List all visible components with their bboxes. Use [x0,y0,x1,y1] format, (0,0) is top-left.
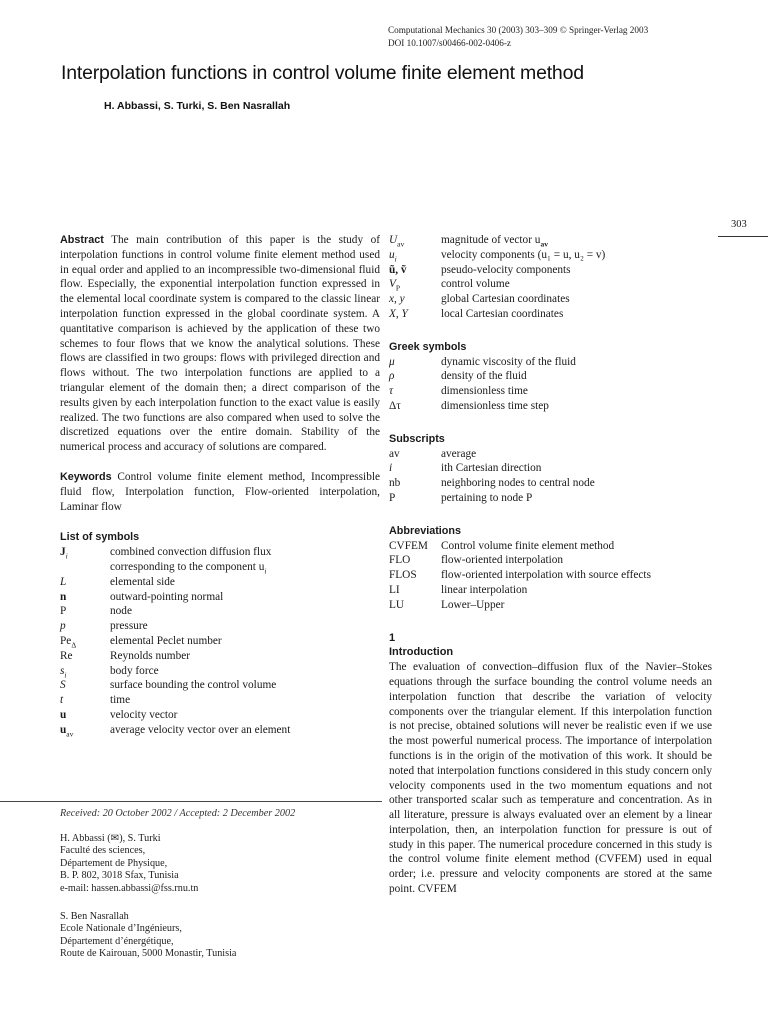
email-address: e-mail: hassen.abbassi@fss.rnu.tn [60,882,199,894]
symbol-desc: ith Cartesian direction [441,462,542,475]
symbol-term: x, y [389,293,405,306]
symbol-term: ρ [389,370,395,383]
footnote-rule [0,801,382,802]
author-address-2 [60,911,236,961]
subscripts-heading: Subscripts [389,432,445,445]
symbol-desc: time [110,694,131,707]
symbol-term: P [389,491,396,504]
abbrev-term: CVFEM [389,539,428,552]
symbol-desc: dimensionless time [441,385,528,398]
abbrev-desc: linear interpolation [441,583,528,596]
symbol-desc: combined convection diffusion flux [110,546,272,559]
symbol-term: L [60,575,67,588]
right-column [389,233,712,897]
symbol-term: $u_{av}$ [60,723,74,738]
section-heading: Introduction [389,646,454,659]
symbol-desc: elemental Peclet number [110,634,222,647]
symbol-term: i [389,462,393,475]
symbols-heading: List of symbols [60,531,140,544]
page-number: 303 [731,219,747,230]
section-number: 1 [389,631,396,644]
keywords [60,470,380,514]
symbol-term: n [60,590,67,603]
symbol-desc: body force [110,664,159,677]
subscripts [389,432,712,506]
abbrev-desc: flow-oriented interpolation [441,554,564,567]
abstract-label: Abstract [60,234,104,246]
symbol-desc: pertaining to node P [441,491,533,504]
symbol-desc: velocity vector [110,708,178,721]
address-line: H. Abbassi (✉), S. Turki [60,833,161,844]
author-list: H. Abbassi, S. Turki, S. Ben Nasrallah [104,100,291,112]
symbol-desc: local Cartesian coordinates [441,307,564,320]
symbol-desc: Reynolds number [110,649,191,662]
abbreviations-heading: Abbreviations [389,524,461,537]
symbol-term: P [60,605,67,618]
abbrev-term: LU [389,598,405,611]
symbol-term: $Pe_\Delta$ [60,634,77,650]
address-line: B. P. 802, 3018 Sfax, Tunisia [60,870,179,882]
symbol-term: S [60,679,66,692]
symbol-desc: pressure [110,620,148,633]
symbol-term: nb [389,477,401,490]
address-line: Département de Physique, [60,857,168,869]
symbol-term [60,560,110,575]
abbrev-desc: Control volume finite element method [441,539,615,552]
abbrev-term: FLO [389,554,411,567]
symbol-desc: average velocity vector over an element [110,723,291,736]
symbol-term: u [60,708,67,721]
symbol-desc: dimensionless time step [441,399,549,412]
symbol-desc: corresponding to the component $u_i$ [110,560,267,576]
symbol-term: μ [389,355,395,368]
author-address-1 [60,833,198,895]
symbol-desc: density of the fluid [441,370,527,383]
symbol-term: Re [60,649,73,662]
symbol-term: $J_i$ [60,546,68,561]
keywords-text: Control volume finite element method, Incompressible fluid flow, Interpolation function, Flow-oriented interpolation, Laminar flow [60,470,380,513]
symbols-table-continued [389,233,712,322]
symbol-desc: average [441,447,477,460]
symbol-term: τ [389,385,394,398]
abbrev-desc: flow-oriented interpolation with source effects [441,569,651,582]
symbol-desc: pseudo-velocity components [441,263,571,276]
journal-header [388,24,648,50]
symbol-term: $V_P$ [389,278,401,293]
abbrev-term: FLOS [389,569,417,582]
address-line: Ecole Nationale d’Ingénieurs, [60,923,182,935]
symbol-desc: node [110,605,132,618]
address-line: S. Ben Nasrallah [60,911,129,922]
paper-title: Interpolation functions in control volume finite element method [61,62,584,84]
greek-table [389,355,712,414]
symbol-term: p [60,620,66,633]
keywords-label: Keywords [60,470,112,483]
abbreviations [389,524,712,613]
symbol-term: $u_i$ [389,248,397,264]
address-line: Département d’énergétique, [60,935,174,947]
symbol-desc: surface bounding the control volume [110,679,277,692]
list-of-symbols [60,530,380,737]
introduction-text: The evaluation of convection–diffusion flux of the Navier–Stokes equations through the surface bounding the control volume needs an interpolation function that describe the variation of velocity components over the triangular element. If this interpolation function is not precise, obtained solutions will never be realistic even if we use the most powerful numerical process. The importance of interpolation functions is in the origin of the motivation of this work. It should be noted that interpolation functions considered in this study concern only velocity components used in the two momentum equations and not other transported scalar such as temperature and concentration. As in all literature, pressure is always evaluated over an element by a linear interpolation, then, an interpolation function for pressure is out of study in this paper. The numerical procedure concerned in this study is the control volume finite element method (CVFEM) used in equal order; i.e. pressure and velocity components are stored at the same point. CVFEM [389,661,712,896]
introduction-section [389,631,712,897]
greek-heading: Greek symbols [389,340,467,353]
left-column [60,233,380,738]
greek-symbols [389,340,712,414]
symbol-term: av [389,447,400,460]
subscripts-table [389,447,712,506]
address-line: Route de Kairouan, 5000 Monastir, Tunisia [60,948,237,960]
symbol-term: t [60,694,64,707]
symbols-table [60,545,380,737]
abbreviations-table [389,539,712,613]
symbol-desc: outward-pointing normal [110,590,224,603]
symbol-term: X, Y [389,307,408,320]
symbol-term: $s_i$ [60,664,67,679]
abbrev-term: LI [389,583,400,596]
page-number-rule [718,236,768,237]
symbol-desc: magnitude of vector $u_{av}$ [441,234,548,249]
doi: DOI 10.1007/s00466-002-0406-z [388,38,511,48]
journal-citation: Computational Mechanics 30 (2003) 303–309 © Springer-Verlag 2003 [388,25,649,35]
symbol-desc: elemental side [110,575,175,588]
received-dates: Received: 20 October 2002 / Accepted: 2 December 2002 [60,808,296,819]
symbol-term: ũ, ṽ [389,263,407,276]
abstract-text: The main contribution of this paper is the study of interpolation functions in control volume finite element method used in equal order and applied to an incompressible two-dimensional fluid flow. Especially, the exponential interpolation function expressed in the elemental local coordinate system is compared to the classic linear interpolation function expressed in the global coordinate system. A quantitative comparison is achieved by the application of these two schemes to four flows that we know the analytical solutions. These flows are classified in two groups: flows with privileged direction and flows without. The two interpolation functions are applied to a triangular element of the domain then; a direct comparison of the results given by each interpolation function to the exact value is easily realized. The two functions are also compared when used to solve the discretized equations over the entire domain. Stability of the numerical process and accuracy of solutions are compared. [60,234,380,454]
symbol-desc: global Cartesian coordinates [441,293,570,306]
abbrev-desc: Lower–Upper [441,598,505,611]
abstract [60,233,380,455]
symbol-term: Δτ [389,399,401,412]
symbol-desc: velocity components (u₁ = u, u₂ = v) [441,248,606,261]
address-line: Faculté des sciences, [60,845,146,857]
symbol-desc: neighboring nodes to central node [441,477,595,490]
symbol-desc: control volume [441,278,510,291]
symbol-term: $U_{av}$ [389,234,405,249]
symbol-desc: dynamic viscosity of the fluid [441,355,576,368]
